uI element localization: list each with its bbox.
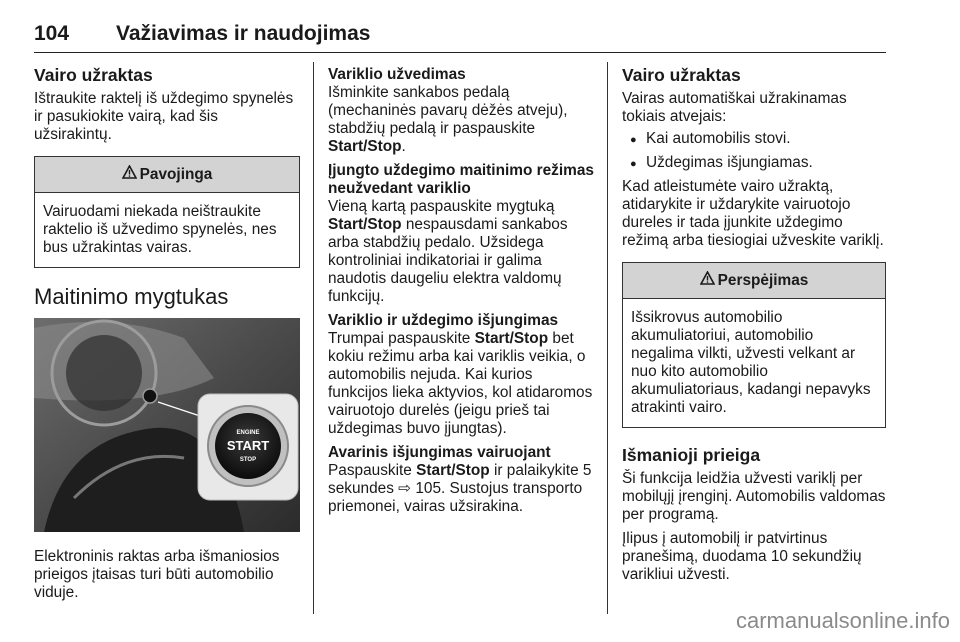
section-heading: Vairo užraktas (34, 65, 153, 85)
paragraph: Išminkite sankabos pedalą (mechaninės pavarų dėžės atveju), stabdžių pedalą ir paspauskite (328, 84, 568, 137)
button-label-engine: ENGINE (236, 430, 260, 436)
page-title: Važiavimas ir naudojimas (116, 22, 371, 45)
column-middle (328, 66, 596, 522)
button-label-start: START (226, 438, 270, 453)
section-heading: Įjungto uždegimo maitinimo režimas neužvedant variklio (328, 162, 594, 197)
section-ignition-on: Įjungto uždegimo maitinimo režimas neužvedant variklio Vieną kartą paspauskite mygtuką Start/Stop nespausdami sankabos arba stabdžių pedalo. Užsidega kontroliniai indikatoriai ir galima naudotis daugeliu elektra valdomų funkcijų. (328, 162, 596, 306)
start-button-photo (34, 318, 300, 532)
bullet-list (622, 130, 886, 172)
page-header (34, 22, 886, 53)
paragraph: Ši funkcija leidžia užvesti variklį per mobilųjį įrenginį. Automobilis valdomas per programą. (622, 470, 886, 523)
watermark: carmanualsonline.info (735, 608, 950, 633)
section-start-engine: Variklio užvedimas Išminkite sankabos pedalą (mechaninės pavarų dėžės atveju), stabdžių pedalą ir paspauskite Start/Stop. (328, 66, 596, 156)
button-label-stop: STOP (239, 457, 257, 463)
image-caption: Elektroninis raktas arba išmaniosios prieigos įtaisas turi būti automobilio viduje. (34, 548, 280, 601)
column-divider (607, 62, 608, 614)
column-left (34, 66, 300, 602)
warning-triangle-icon (700, 271, 715, 290)
paragraph: Ištraukite raktelį iš uždegimo spynelės ir pasukiokite vairą, kad šis užsirakintų. (34, 90, 294, 143)
caution-title: Perspėjimas (717, 272, 809, 289)
caution-box (622, 262, 886, 428)
button-name: Start/Stop (328, 216, 402, 233)
paragraph: Įlipus į automobilį ir patvirtinus pranešimą, duodama 10 sekundžių varikliui užvesti. (622, 530, 862, 583)
button-name: Start/Stop (474, 330, 549, 347)
section-heading: Išmanioji prieiga (622, 445, 761, 465)
warning-header (35, 157, 299, 193)
section-engine-off: Variklio ir uždegimo išjungimas Trumpai paspauskite Start/Stop bet kokiu režimu arba kai variklis veikia, o automobilis nejuda. Kai kurios funkcijos lieka aktyvios, kol atidaromos vairuotojo durelės (jeigu prieš tai uždegimas buvo įjungtas). (328, 312, 596, 438)
list-item: ● Kai automobilis stovi. (622, 130, 886, 148)
paragraph: Kad atleistumėte vairo užraktą, atidarykite ir uždarykite vairuotojo dureles ir tada įjunkite uždegimo režimą arba tiesiogiai užveskite variklį. (622, 178, 884, 249)
section-heading: Vairo užraktas (622, 65, 741, 85)
chapter-heading: Maitinimo mygtukas (34, 284, 229, 309)
column-divider (313, 62, 314, 614)
warning-title: Pavojinga (139, 166, 213, 183)
paragraph: Trumpai paspauskite (328, 330, 475, 347)
column-right (622, 66, 886, 584)
warning-box (34, 156, 300, 268)
section-emergency-off: Avarinis išjungimas vairuojant Paspauskite Start/Stop ir palaikykite 5 sekundes ⇨ 105. Sustojus transporto priemonei, vairas užsirakina. (328, 444, 596, 516)
paragraph: Paspauskite (328, 462, 417, 479)
section-heading: Avarinis išjungimas vairuojant (328, 444, 551, 461)
paragraph: Vairas automatiškai užrakinamas tokiais atvejais: (622, 90, 847, 125)
button-name: Start/Stop (328, 138, 402, 155)
button-name: Start/Stop (416, 462, 490, 479)
caution-header (623, 263, 885, 299)
section-heading: Variklio užvedimas (328, 66, 466, 83)
paragraph: Vieną kartą paspauskite mygtuką (328, 198, 555, 215)
list-item: ● Uždegimas išjungiamas. (622, 154, 886, 172)
page-number: 104 (34, 22, 70, 45)
warning-triangle-icon (122, 165, 137, 184)
section-heading: Variklio ir uždegimo išjungimas (328, 312, 559, 329)
warning-text: Vairuodami niekada neištraukite raktelio iš užvedimo spynelės, nes bus užrakintas vairas. (43, 203, 277, 256)
caution-text: Išsikrovus automobilio akumuliatoriui, automobilio negalima vilkti, užvesti velkant ar nuo kito automobilio akumuliatoriaus, kadangi nepavyks atrakinti vairo. (631, 309, 871, 416)
